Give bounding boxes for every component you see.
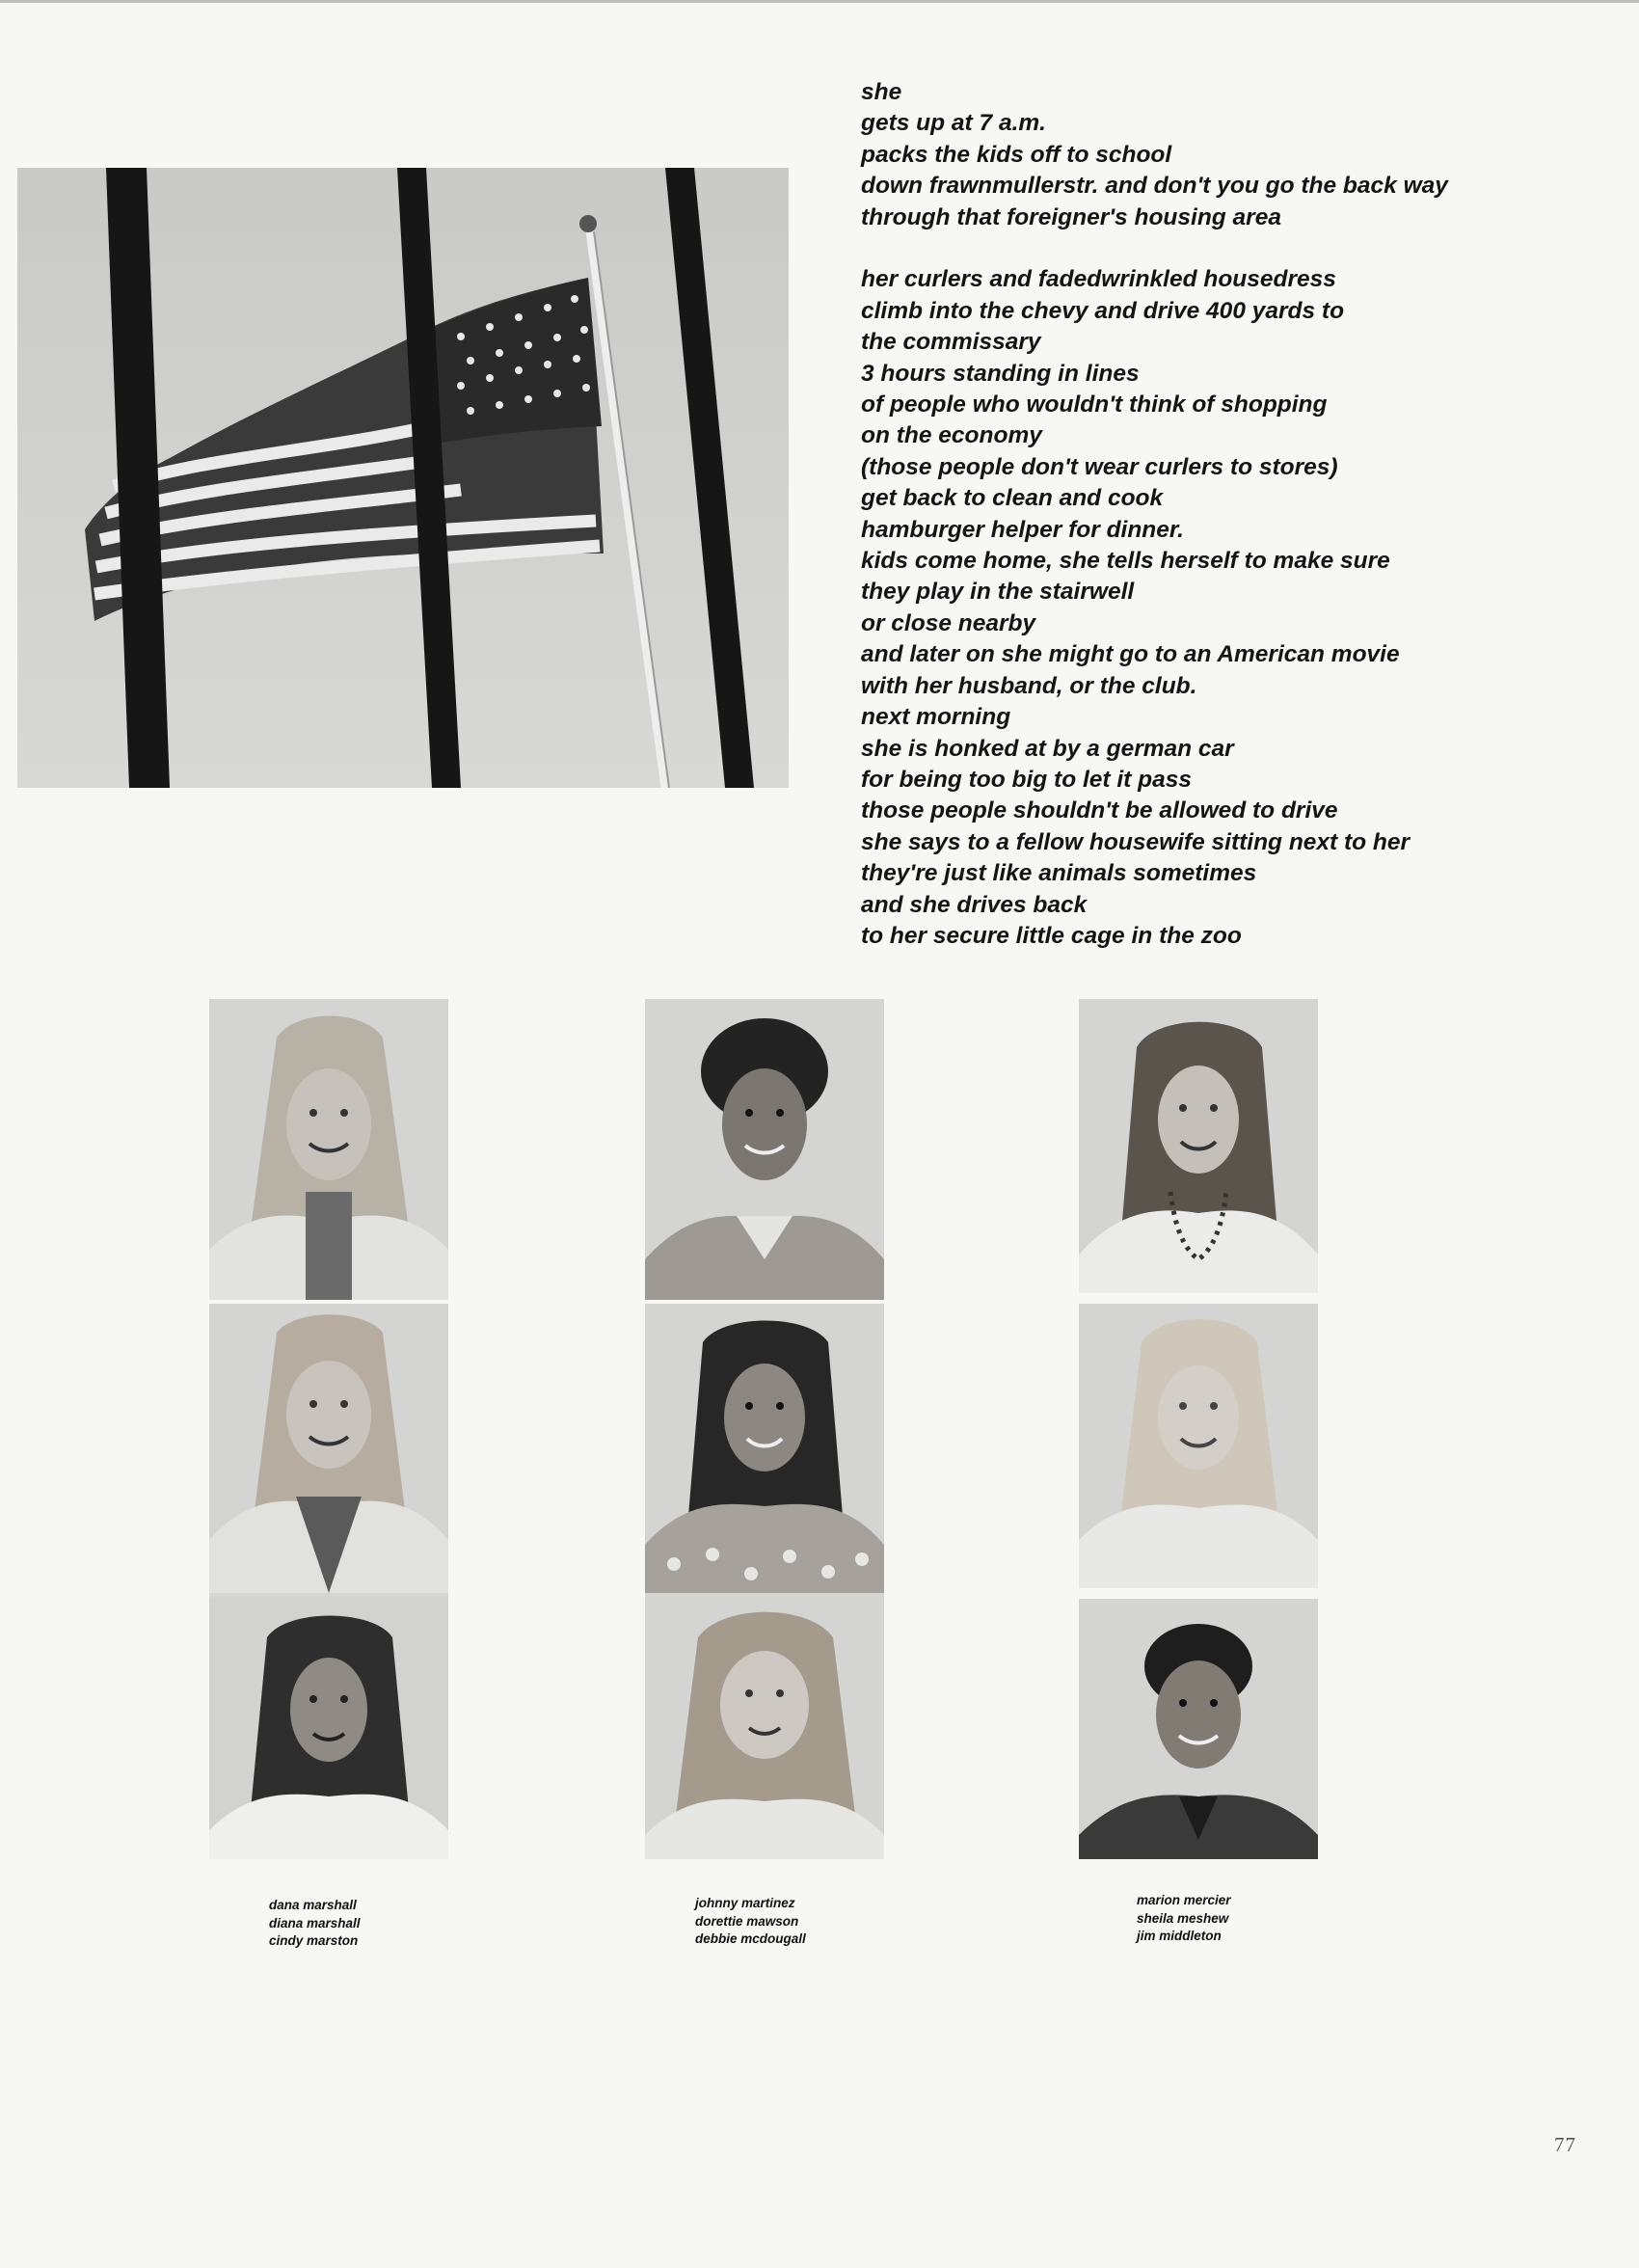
poem-line: get back to clean and cook <box>861 485 1164 512</box>
poem-line: they're just like animals sometimes <box>861 860 1257 887</box>
poem-line: she says to a fellow housewife sitting next to her <box>861 828 1411 855</box>
poem-line: with her husband, or the club. <box>861 672 1197 699</box>
student-name: dana marshall <box>269 1898 357 1912</box>
poem-text <box>861 77 1613 952</box>
poem-line: those people shouldn't be allowed to drive <box>861 797 1338 824</box>
portrait-photo <box>1079 999 1318 1293</box>
poem-line: they play in the stairwell <box>861 579 1135 606</box>
portrait-photo <box>209 1304 448 1605</box>
poem-line: climb into the chevy and drive 400 yards to <box>861 297 1345 324</box>
student-name: diana marshall <box>269 1915 361 1930</box>
poem-line: her curlers and fadedwrinkled housedress <box>861 266 1336 293</box>
portrait-photo <box>1079 1599 1318 1859</box>
student-name: dorettie mawson <box>695 1913 799 1929</box>
student-name: johnny martinez <box>695 1896 795 1910</box>
poem-line: through that foreigner's housing area <box>861 203 1281 230</box>
poem-line: and she drives back <box>861 891 1088 918</box>
poem-line: for being too big to let it pass <box>861 766 1192 793</box>
student-name: jim middleton <box>1137 1929 1222 1943</box>
poem-line: gets up at 7 a.m. <box>861 110 1046 137</box>
portrait-photo <box>645 999 884 1300</box>
poem-line: the commissary <box>861 329 1041 356</box>
student-name: marion mercier <box>1137 1893 1231 1907</box>
flag-photo <box>17 168 789 788</box>
poem-line: or close nearby <box>861 609 1036 636</box>
poem-line: and later on she might go to an American movie <box>861 641 1400 668</box>
portrait-photo <box>645 1599 884 1859</box>
student-name: cindy marston <box>269 1933 359 1948</box>
caption-column-2 <box>695 1895 806 1949</box>
poem-line: to her secure little cage in the zoo <box>861 922 1242 949</box>
poem-line: hamburger helper for dinner. <box>861 516 1184 543</box>
poem-line: on the economy <box>861 422 1042 449</box>
page-number: 77 <box>1554 2133 1576 2156</box>
flag-illustration <box>17 168 789 788</box>
caption-column-3 <box>1137 1892 1231 1946</box>
student-name: sheila meshew <box>1137 1910 1229 1926</box>
student-name: debbie mcdougall <box>695 1931 806 1946</box>
top-edge-line <box>0 0 1639 3</box>
portrait-photo <box>209 1599 448 1859</box>
poem-line: of people who wouldn't think of shopping <box>861 392 1328 418</box>
poem-stanza-break <box>861 233 1613 264</box>
poem-line: she is honked at by a german car <box>861 735 1234 762</box>
caption-column-1 <box>269 1897 361 1951</box>
poem-line: next morning <box>861 704 1011 731</box>
poem-line: she <box>861 79 902 105</box>
poem-line: 3 hours standing in lines <box>861 360 1140 387</box>
portrait-photo <box>209 999 448 1300</box>
poem-line: kids come home, she tells herself to make sure <box>861 548 1390 575</box>
portrait-photo <box>1079 1304 1318 1588</box>
poem-line: (those people don't wear curlers to stores) <box>861 453 1338 480</box>
portrait-photo <box>645 1304 884 1605</box>
poem-line: packs the kids off to school <box>861 141 1172 168</box>
poem-line: down frawnmullerstr. and don't you go the back way <box>861 173 1448 200</box>
